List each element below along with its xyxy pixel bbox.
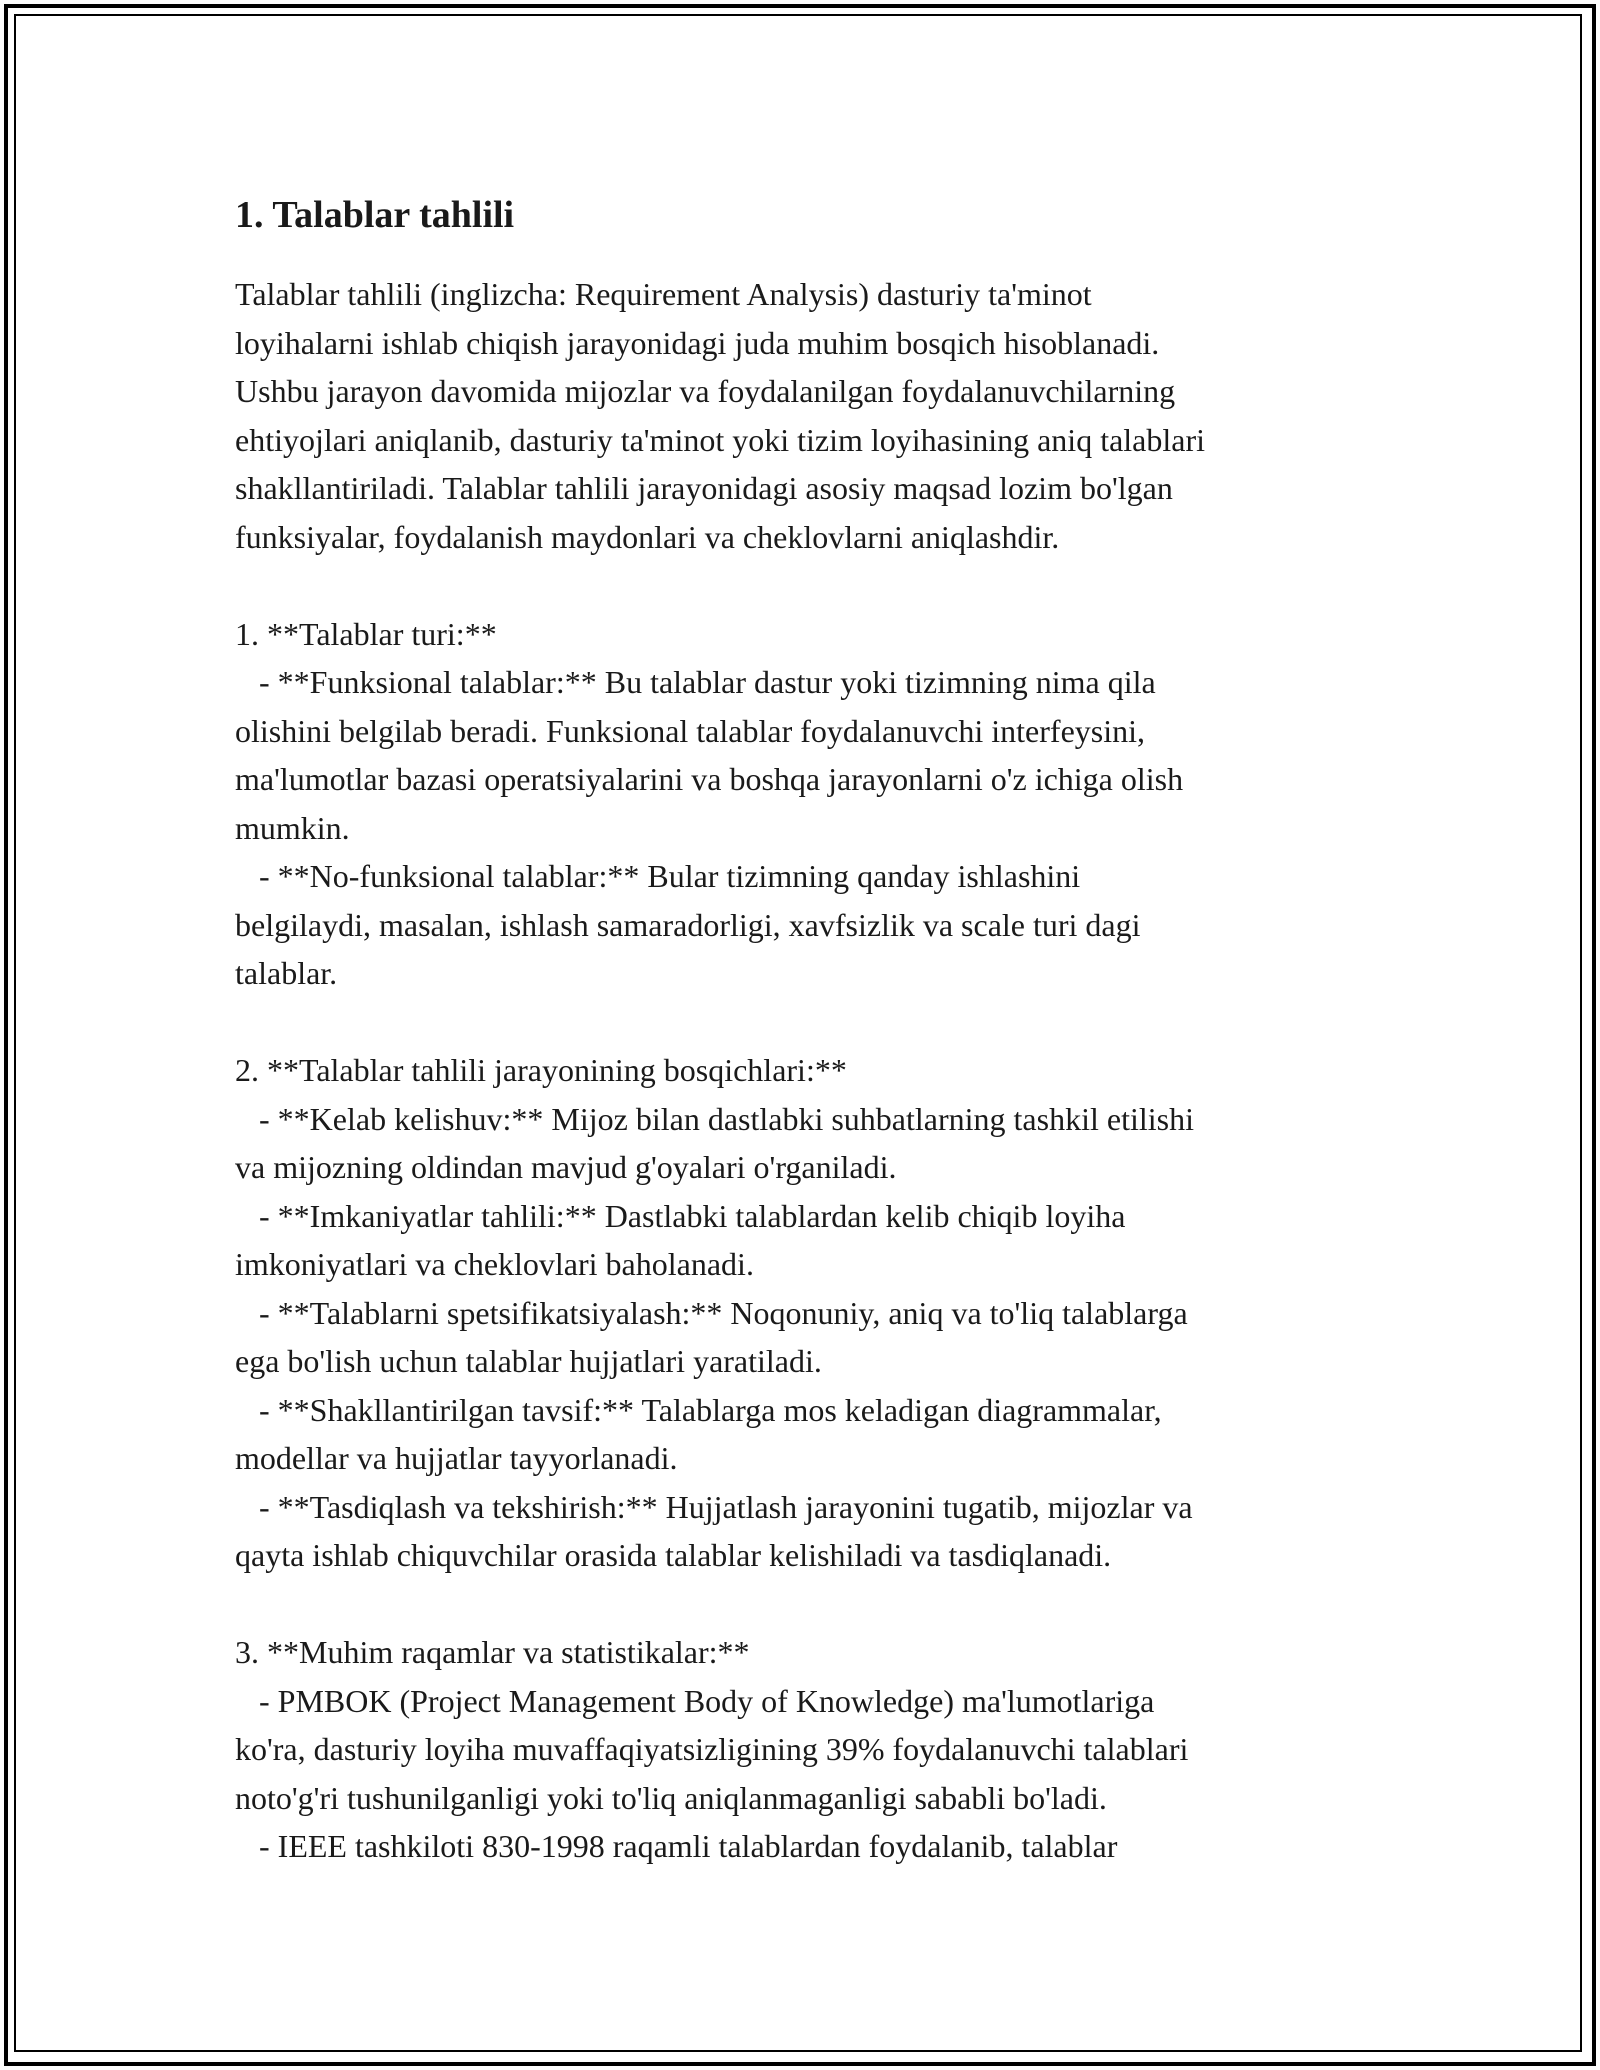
list-item-line: - **No-funksional talablar:** Bular tizimning qanday ishlashini bbox=[235, 858, 1081, 894]
text-line: talablar. bbox=[235, 955, 338, 991]
text-line: olishini belgilab beradi. Funksional talablar foydalanuvchi interfeysini, bbox=[235, 712, 1145, 749]
paragraph-gap bbox=[235, 1580, 1385, 1629]
paragraph-gap bbox=[235, 561, 1385, 610]
list-item-line: - PMBOK (Project Management Body of Knowledge) ma'lumotlariga bbox=[235, 1682, 1155, 1719]
text-line: ma'lumotlar bazasi operatsiyalarini va boshqa jarayonlarni o'z ichiga olish bbox=[235, 761, 1184, 797]
text-line: belgilaydi, masalan, ishlash samaradorligi, xavfsizlik va scale turi dagi bbox=[235, 906, 1141, 943]
document-body bbox=[235, 186, 1385, 1871]
list-item-line: - **Kelab kelishuv:** Mijoz bilan dastlabki suhbatlarning tashkil etilishi bbox=[235, 1100, 1194, 1137]
list-heading: 2. **Talablar tahlili jarayonining bosqichlari:** bbox=[235, 1052, 847, 1088]
text-line: modellar va hujjatlar tayyorlanadi. bbox=[235, 1440, 678, 1476]
section-analysis-stages bbox=[235, 1046, 1385, 1580]
text-line: loyihalarni ishlab chiqish jarayonidagi juda muhim bosqich hisoblanadi. bbox=[235, 324, 1160, 361]
text-line: Talablar tahlili (inglizcha: Requirement Analysis) dasturiy ta'minot bbox=[235, 276, 1092, 312]
list-item-line: - IEEE tashkiloti 830-1998 raqamli talablardan foydalanib, talablar bbox=[235, 1828, 1118, 1864]
list-heading: 1. **Talablar turi:** bbox=[235, 615, 497, 652]
text-line: ehtiyojlari aniqlanib, dasturiy ta'minot yoki tizim loyihasining aniq talablari bbox=[235, 421, 1206, 458]
text-line: shakllantiriladi. Talablar tahlili jarayonidagi asosiy maqsad lozim bo'lgan bbox=[235, 470, 1173, 506]
text-line: mumkin. bbox=[235, 809, 350, 846]
text-line: qayta ishlab chiquvchilar orasida talablar kelishiladi va tasdiqlanadi. bbox=[235, 1537, 1112, 1573]
section-requirement-types bbox=[235, 610, 1385, 998]
text-line: ega bo'lish uchun talablar hujjatlari yaratiladi. bbox=[235, 1343, 822, 1379]
list-item-line: - **Tasdiqlash va tekshirish:** Hujjatlash jarayonini tugatib, mijozlar va bbox=[235, 1488, 1193, 1525]
text-line: Ushbu jarayon davomida mijozlar va foydalanilgan foydalanuvchilarning bbox=[235, 373, 1176, 409]
list-item-line: - **Imkaniyatlar tahlili:** Dastlabki talablardan kelib chiqib loyiha bbox=[235, 1197, 1126, 1234]
text-line: noto'g'ri tushunilganligi yoki to'liq aniqlanmaganligi sababli bo'ladi. bbox=[235, 1779, 1107, 1816]
section-heading: 1. Talablar tahlili bbox=[235, 194, 515, 236]
list-heading: 3. **Muhim raqamlar va statistikalar:** bbox=[235, 1634, 750, 1670]
text-line: funksiyalar, foydalanish maydonlari va cheklovlarni aniqlashdir. bbox=[235, 518, 1060, 555]
list-item-line: - **Funksional talablar:** Bu talablar dastur yoki tizimning nima qila bbox=[235, 664, 1156, 700]
list-item-line: - **Shakllantirilgan tavsif:** Talablarga mos keladigan diagrammalar, bbox=[235, 1391, 1162, 1428]
paragraph-gap bbox=[235, 998, 1385, 1047]
intro-paragraph bbox=[235, 270, 1385, 561]
text-line: va mijozning oldindan mavjud g'oyalari o'rganiladi. bbox=[235, 1149, 897, 1185]
text-line: imkoniyatlari va cheklovlari baholanadi. bbox=[235, 1246, 754, 1282]
list-item-line: - **Talablarni spetsifikatsiyalash:** Noqonuniy, aniq va to'liq talablarga bbox=[235, 1294, 1188, 1331]
section-statistics bbox=[235, 1628, 1385, 1871]
text-line: ko'ra, dasturiy loyiha muvaffaqiyatsizligining 39% foydalanuvchi talablari bbox=[235, 1731, 1189, 1767]
